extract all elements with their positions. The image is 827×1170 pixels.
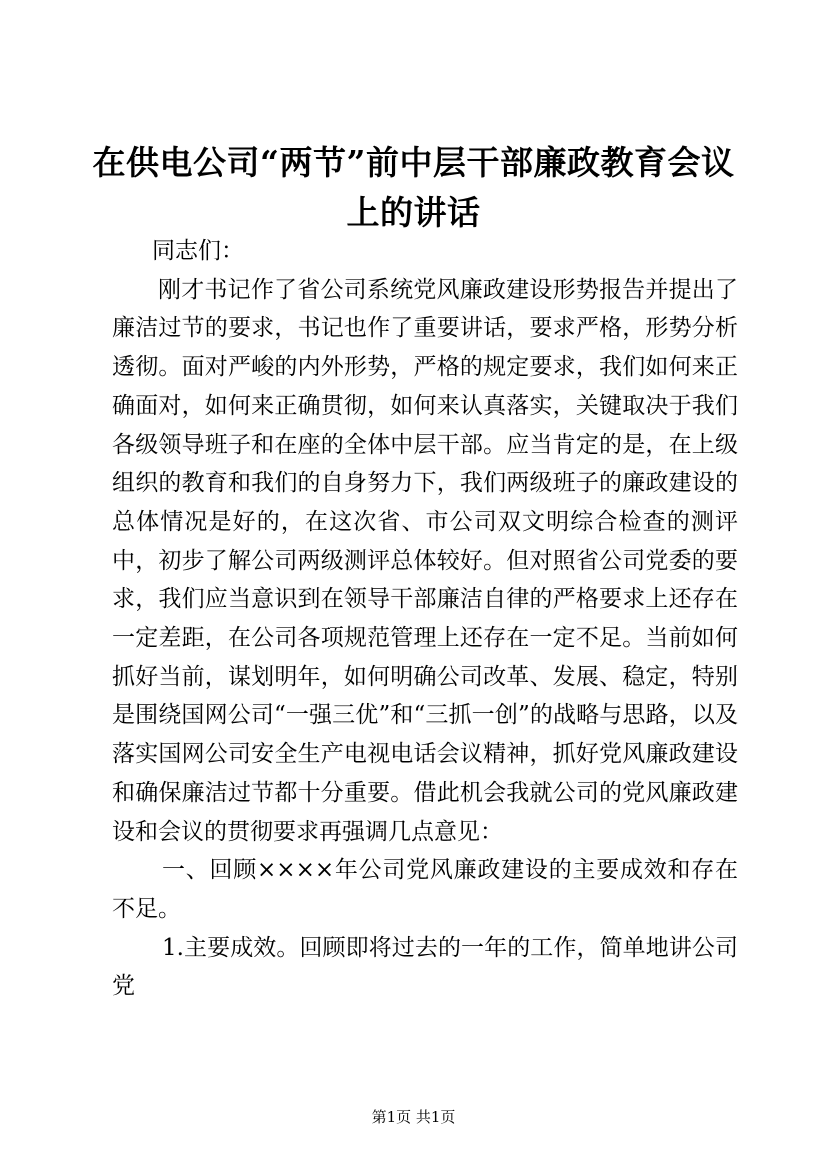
- list-item-1: 1.主要成效。回顾即将过去的一年的工作，简单地讲公司党: [112, 934, 738, 1000]
- title-line-2: 上的讲话: [346, 193, 481, 232]
- document-body: [112, 232, 738, 1006]
- paragraph-1: 刚才书记作了省公司系统党风廉政建设形势报告并提出了廉洁过节的要求，书记也作了重要讲话，要求严格，形势分析透彻。面对严峻的内外形势，严格的规定要求，我们如何来正确面对，如何来正确贯彻，如何来认真落实，关键取决于我们各级领导班子和在座的全体中层干部。应当肯定的是，在上级组织的教育和我们的自身努力下，我们两级班子的廉政建设的总体情况是好的，在这次省、市公司双文明综合检查的测评中，初步了解公司两级测评总体较好。但对照省公司党委的要求，我们应当意识到在领导干部廉洁自律的严格要求上还存在一定差距，在公司各项规范管理上还存在一定不足。当前如何抓好当前，谋划明年，如何明确公司改革、发展、稳定，特别是围绕国网公司“一强三优”和“三抓一创”的战略与思路，以及落实国网公司安全生产电视电话会议精神，抓好党风廉政建设和确保廉洁过节都十分重要。借此机会我就公司的党风廉政建设和会议的贯彻要求再强调几点意见：: [112, 276, 738, 845]
- title-line-1: 在供电公司“两节”前中层干部廉政教育会议: [92, 143, 735, 182]
- salutation: 同志们：: [152, 238, 244, 264]
- section-heading-1: 一、回顾××××年公司党风廉政建设的主要成效和存在不足。: [112, 857, 738, 922]
- document-title: [90, 138, 737, 238]
- page-footer: 第1页 共1页: [371, 1108, 456, 1126]
